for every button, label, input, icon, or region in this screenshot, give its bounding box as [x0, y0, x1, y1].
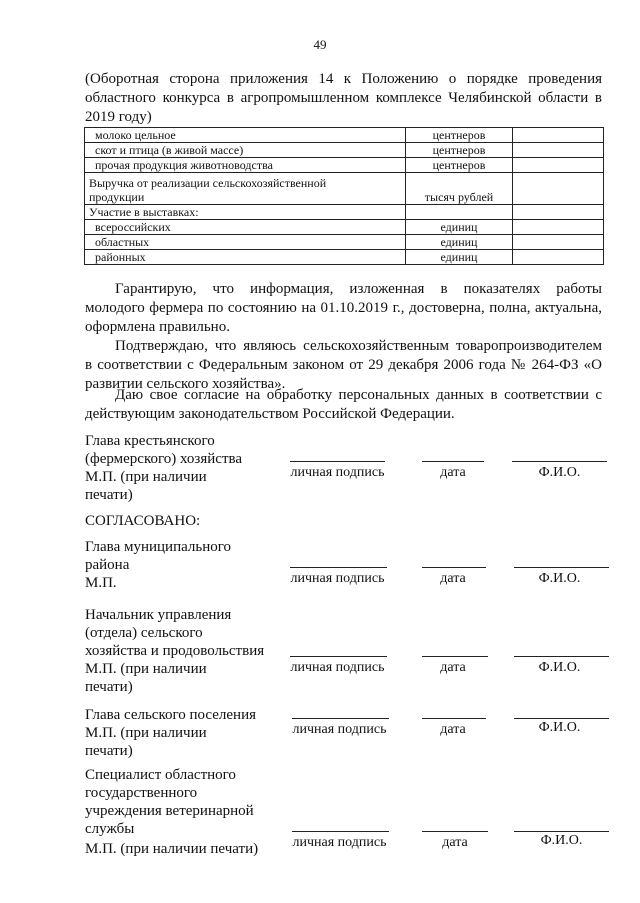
- guarantee-paragraph: [85, 280, 602, 337]
- name-label: Ф.И.О.: [538, 465, 581, 480]
- row-label: районных: [85, 250, 406, 265]
- signature-label: личная подпись: [292, 835, 387, 850]
- signer-line: учреждения ветеринарной: [85, 803, 254, 819]
- date-line: [422, 831, 488, 832]
- name-label: Ф.И.О.: [540, 833, 583, 848]
- signer-settlement-head: [85, 706, 256, 760]
- signer-line: печати): [85, 743, 133, 759]
- row-label: Участие в выставках:: [85, 205, 406, 220]
- paragraph-line: в соответствии с Федеральным законом от 29 декабря 2006 года № 264-ФЗ «О: [85, 357, 602, 373]
- row-unit: единиц: [406, 235, 513, 250]
- signer-line: М.П.: [85, 575, 117, 591]
- row-label: прочая продукция животноводства: [85, 158, 406, 173]
- row-value: [513, 128, 604, 143]
- row-label: Выручка от реализации сельскохозяйственной продукции: [85, 173, 406, 205]
- table-row: [85, 158, 604, 173]
- signer-veterinary-specialist: [85, 766, 258, 858]
- date-label: дата: [440, 465, 466, 480]
- row-label: скот и птица (в живой массе): [85, 143, 406, 158]
- name-line: [514, 718, 609, 719]
- name-line: [514, 656, 609, 657]
- row-value: [513, 143, 604, 158]
- date-line: [422, 656, 488, 657]
- signature-label: личная подпись: [290, 571, 385, 586]
- name-line: [514, 567, 609, 568]
- date-label: дата: [442, 835, 468, 850]
- date-label: дата: [440, 571, 466, 586]
- agreed-heading: СОГЛАСОВАНО:: [85, 513, 201, 529]
- row-unit: центнеров: [406, 158, 513, 173]
- date-line: [422, 461, 484, 462]
- row-value: [513, 158, 604, 173]
- row-label: областных: [85, 235, 406, 250]
- signer-line: района: [85, 557, 130, 573]
- signer-line: М.П. (при наличии печати): [85, 841, 259, 857]
- signer-line: Глава крестьянского: [85, 433, 215, 449]
- header-note: [85, 70, 602, 127]
- table-row: [85, 250, 604, 265]
- name-label: Ф.И.О.: [538, 720, 581, 735]
- row-label: всероссийских: [85, 220, 406, 235]
- paragraph-line: развитии сельского хозяйства».: [85, 376, 286, 392]
- header-line: (Оборотная сторона приложения 14 к Положению о порядке проведения: [85, 71, 602, 87]
- signer-line: (отдела) сельского: [85, 625, 203, 641]
- signer-line: Глава сельского поселения: [85, 707, 257, 723]
- paragraph-line: действующим законодательством Российской Федерации.: [85, 406, 455, 422]
- signer-agriculture-department: [85, 606, 264, 696]
- signer-line: печати): [85, 679, 133, 695]
- table-row: [85, 173, 604, 205]
- signature-line: [292, 718, 389, 719]
- header-line: областного конкурса в агропромышленном комплексе Челябинской области в: [85, 90, 602, 106]
- signer-line: хозяйства и продовольствия: [85, 643, 265, 659]
- signer-line: М.П. (при наличии: [85, 725, 207, 741]
- row-label: молоко цельное: [85, 128, 406, 143]
- date-line: [422, 718, 486, 719]
- header-line: 2019 году): [85, 109, 152, 125]
- row-value: [513, 220, 604, 235]
- signer-line: Специалист областного: [85, 767, 236, 783]
- signer-line: М.П. (при наличии: [85, 661, 207, 677]
- signer-line: (фермерского) хозяйства: [85, 451, 243, 467]
- row-value: [513, 235, 604, 250]
- signer-district-head: [85, 538, 231, 592]
- signer-line: службы: [85, 821, 135, 837]
- row-value: [513, 205, 604, 220]
- signature-line: [290, 567, 387, 568]
- row-unit: единиц: [406, 250, 513, 265]
- signer-farm-head: [85, 432, 242, 504]
- page-number: 49: [313, 37, 327, 52]
- date-line: [422, 567, 486, 568]
- table-row: [85, 143, 604, 158]
- signer-line: М.П. (при наличии: [85, 469, 207, 485]
- consent-paragraph: [85, 386, 602, 424]
- signature-line: [292, 831, 389, 832]
- row-value: [513, 250, 604, 265]
- row-unit: единиц: [406, 220, 513, 235]
- indicators-table: [84, 127, 604, 265]
- paragraph-line: оформлена правильно.: [85, 319, 230, 335]
- name-line: [512, 461, 607, 462]
- name-label: Ф.И.О.: [538, 571, 581, 586]
- signature-label: личная подпись: [292, 722, 387, 737]
- date-label: дата: [440, 722, 466, 737]
- paragraph-line: молодого фермера по состоянию на 01.10.2019 г., достоверна, полна, актуальна,: [85, 300, 602, 316]
- row-unit: центнеров: [406, 143, 513, 158]
- signer-line: печати): [85, 487, 133, 503]
- signature-line: [290, 656, 387, 657]
- signer-line: Глава муниципального: [85, 539, 232, 555]
- row-value: [513, 173, 604, 205]
- paragraph-line: Гарантирую, что информация, изложенная в показателях работы: [115, 281, 602, 297]
- signature-line: [290, 461, 385, 462]
- date-label: дата: [440, 660, 466, 675]
- name-line: [514, 831, 609, 832]
- row-unit: центнеров: [406, 128, 513, 143]
- table-row: [85, 205, 604, 220]
- row-unit: [406, 205, 513, 220]
- table-row: [85, 128, 604, 143]
- signature-label: личная подпись: [290, 660, 385, 675]
- paragraph-line: Даю свое согласие на обработку персональных данных в соответствии с: [115, 387, 602, 403]
- paragraph-line: Подтверждаю, что являюсь сельскохозяйственным товаропроизводителем: [115, 338, 602, 354]
- row-unit: тысяч рублей: [406, 173, 513, 205]
- name-label: Ф.И.О.: [538, 660, 581, 675]
- table-row: [85, 235, 604, 250]
- signer-line: государственного: [85, 785, 198, 801]
- signature-label: личная подпись: [290, 465, 385, 480]
- signer-line: Начальник управления: [85, 607, 232, 623]
- table-row: [85, 220, 604, 235]
